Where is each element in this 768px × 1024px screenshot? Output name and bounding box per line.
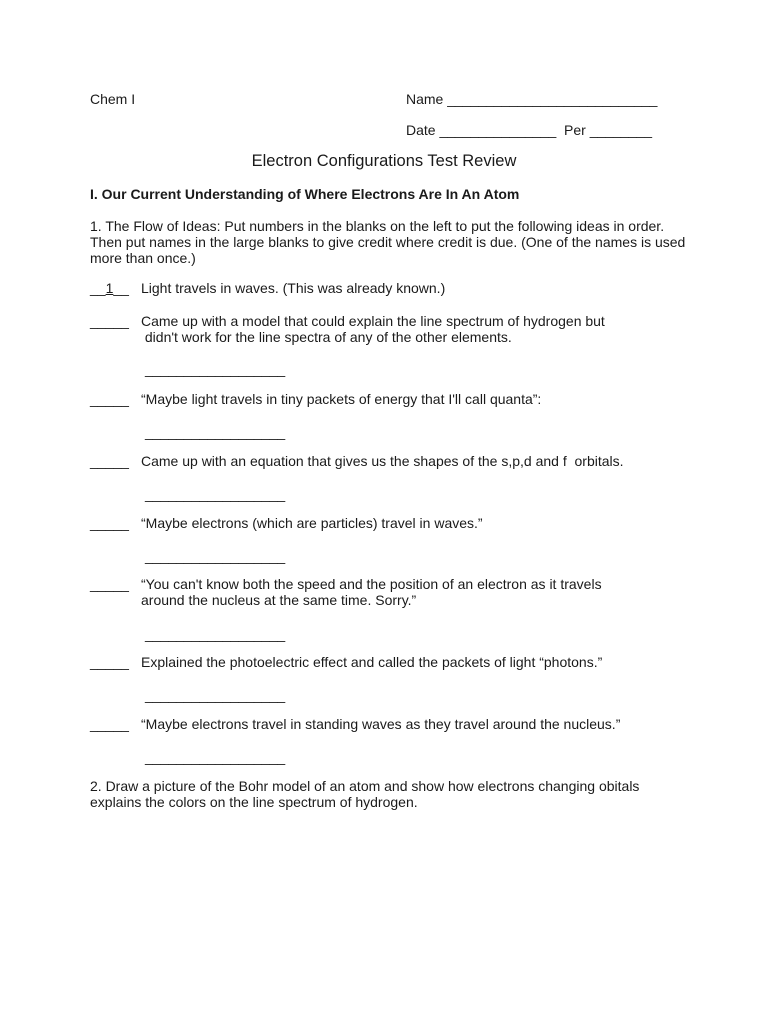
name-field: Name ___________________________ [406, 91, 658, 107]
course-label: Chem I [90, 91, 136, 107]
answer-line: __________________ [145, 749, 286, 765]
item-text: Came up with a model that could explain the line spectrum of hydrogen but [141, 313, 605, 329]
order-blank: _____ [90, 391, 129, 407]
answer-line: __________________ [145, 361, 286, 377]
answer-line: __________________ [145, 424, 286, 440]
answer-line: __________________ [145, 486, 286, 502]
page-title: Electron Configurations Test Review [251, 152, 517, 170]
order-blank: _____ [90, 453, 129, 469]
item-text: Explained the photoelectric effect and called the packets of light “photons.” [141, 654, 603, 670]
item-text: Came up with an equation that gives us the shapes of the s,p,d and f orbitals. [141, 453, 624, 469]
item-text: didn't work for the line spectra of any of the other elements. [141, 329, 512, 345]
date-period-field: Date _______________ Per ________ [406, 122, 652, 138]
order-blank: __1__ [90, 280, 129, 296]
order-blank: _____ [90, 654, 129, 670]
item-text: “You can't know both the speed and the position of an electron as it travels [141, 576, 602, 592]
answer-line: __________________ [145, 626, 286, 642]
order-blank: _____ [90, 313, 129, 329]
answer-line: __________________ [145, 687, 286, 703]
item-text: “Maybe light travels in tiny packets of energy that I'll call quanta”: [141, 391, 542, 407]
question-1-prompt: 1. The Flow of Ideas: Put numbers in the blanks on the left to put the following ideas in order. Then put names in the large blanks to give credit where credit is due. (One of the names is used more than once.) [90, 218, 686, 266]
order-blank: _____ [90, 716, 129, 732]
item-text: around the nucleus at the same time. Sorry.” [141, 592, 417, 608]
section-heading: I. Our Current Understanding of Where Electrons Are In An Atom [90, 186, 520, 202]
order-blank: _____ [90, 576, 129, 592]
item-text: “Maybe electrons travel in standing waves as they travel around the nucleus.” [141, 716, 621, 732]
answer-line: __________________ [145, 548, 286, 564]
item-text: Light travels in waves. (This was already known.) [141, 280, 446, 296]
item-text: “Maybe electrons (which are particles) travel in waves.” [141, 515, 483, 531]
order-blank: _____ [90, 515, 129, 531]
question-2-prompt: 2. Draw a picture of the Bohr model of an atom and show how electrons changing obitals explains the colors on the line spectrum of hydrogen. [90, 778, 640, 810]
